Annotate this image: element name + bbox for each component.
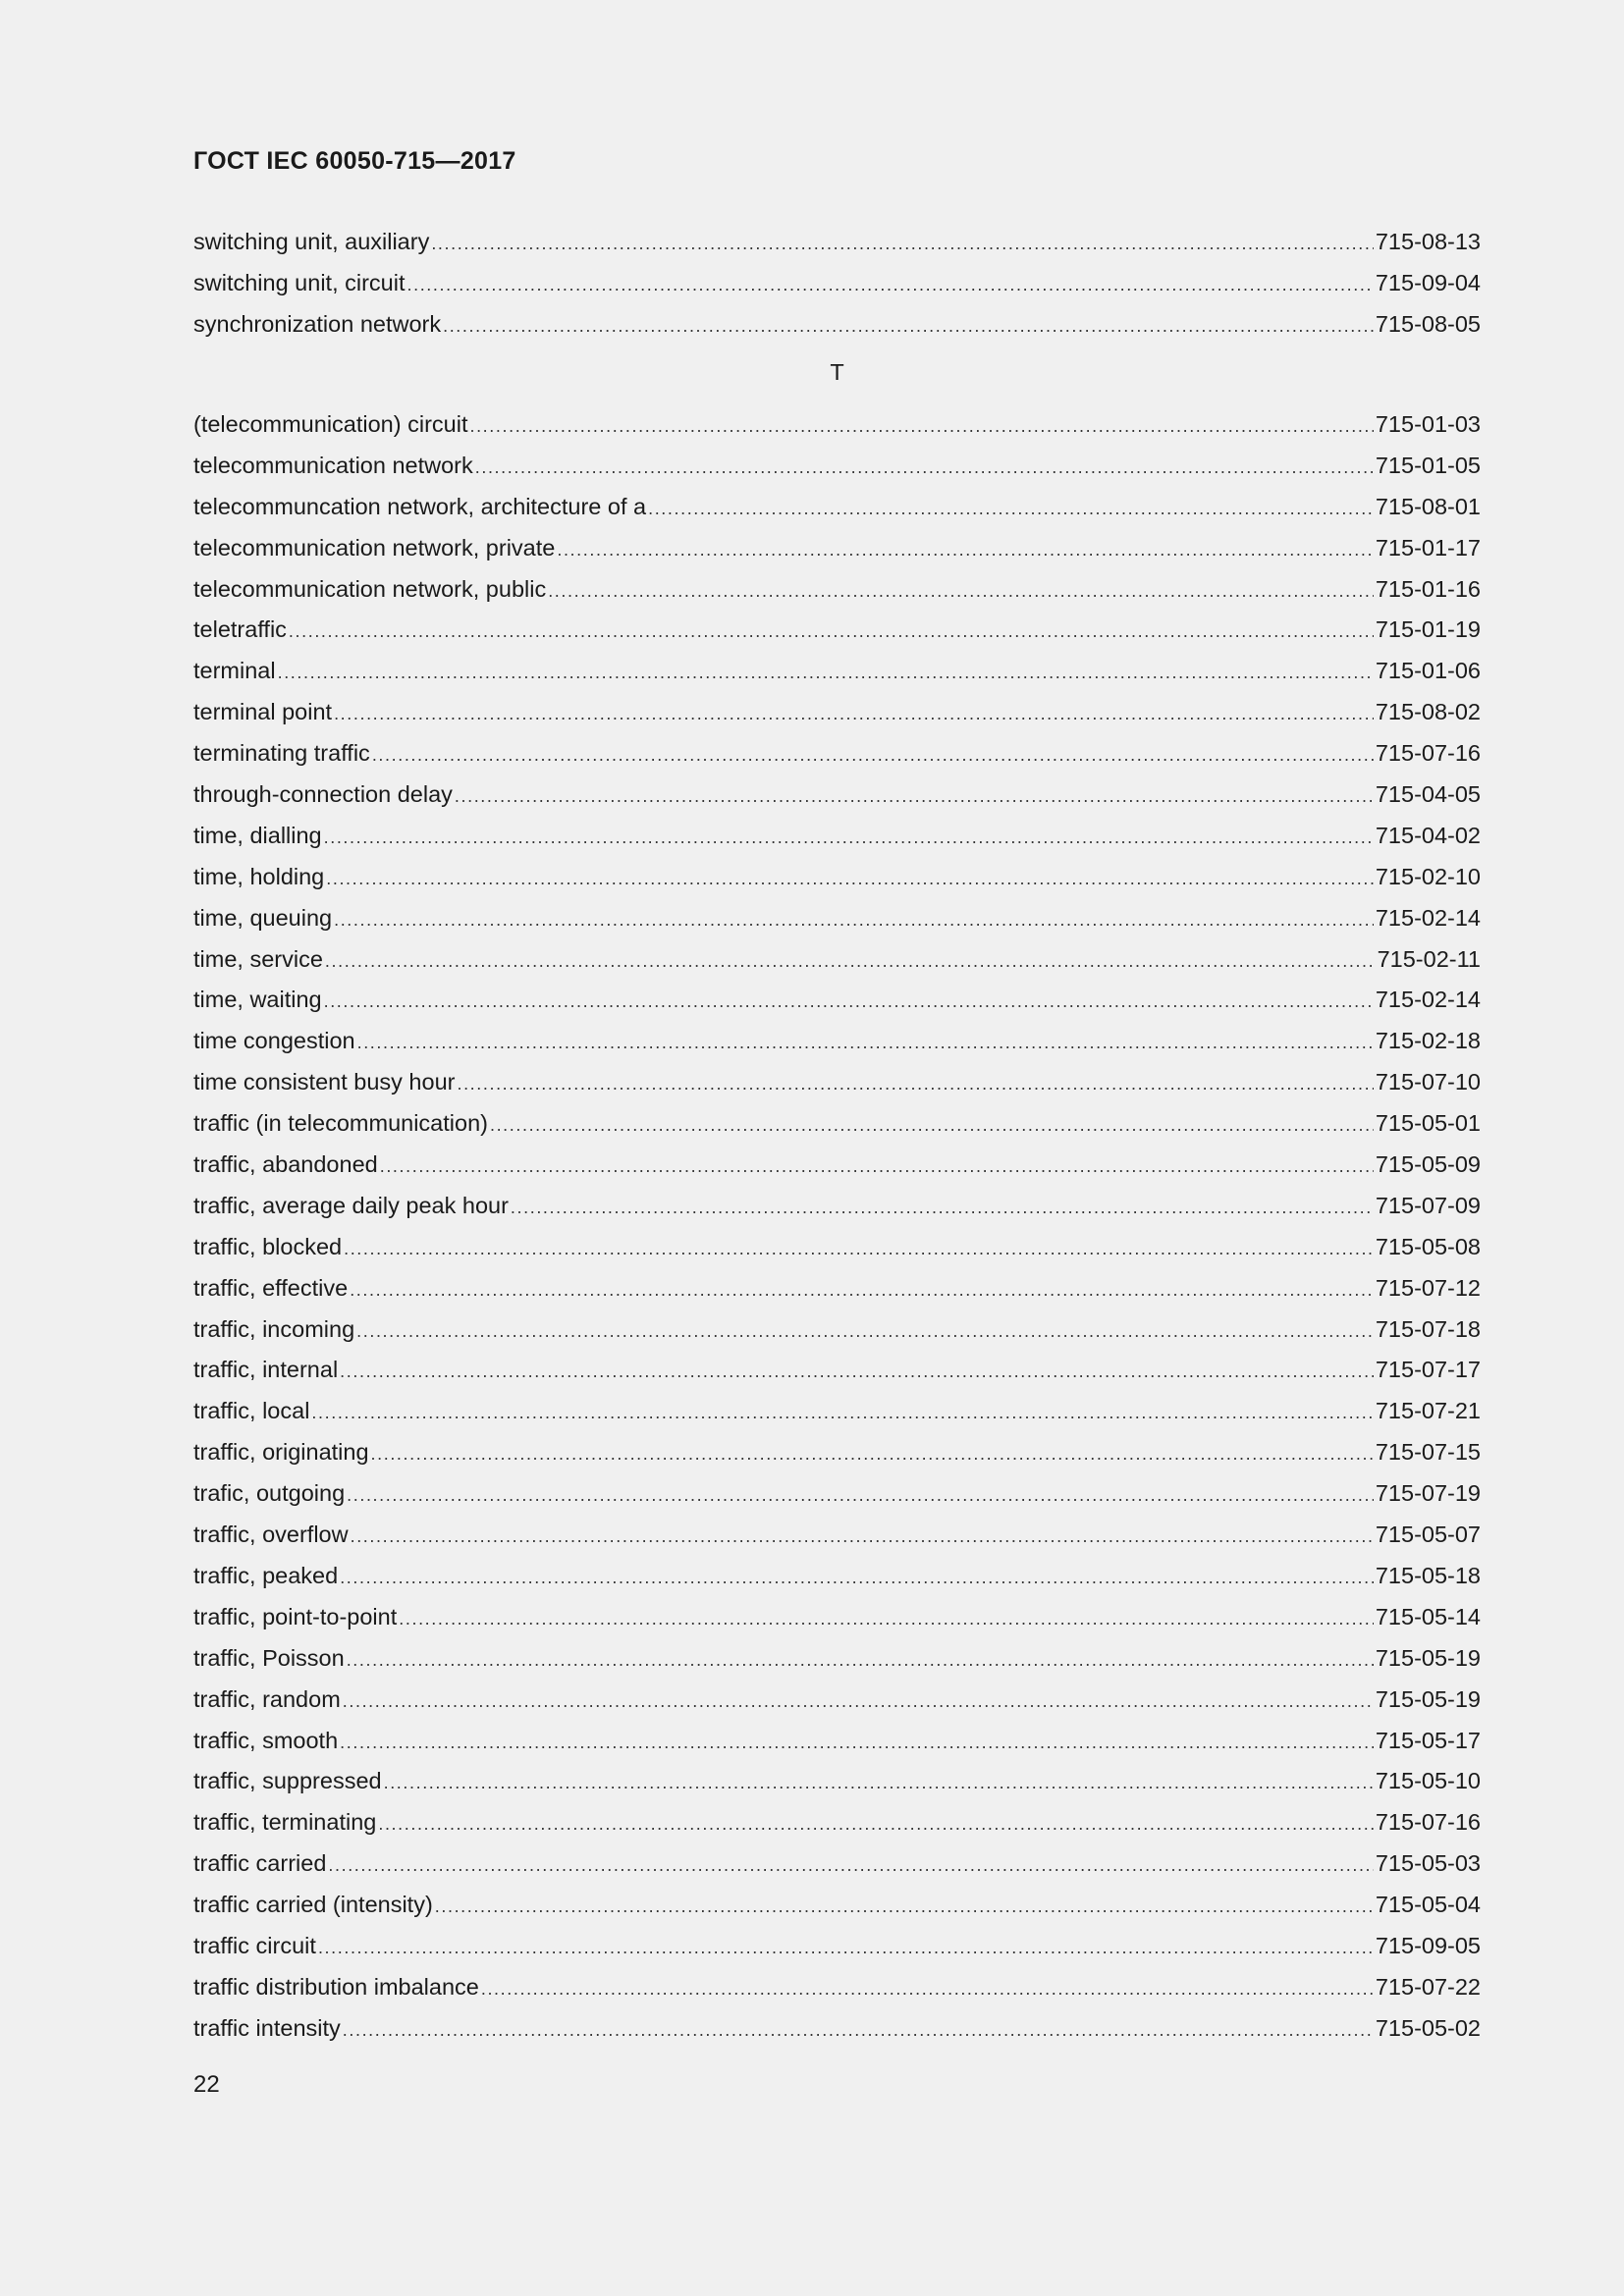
index-entry <box>193 1432 1481 1473</box>
index-code: 715-02-18 <box>1375 1028 1481 1054</box>
dot-leader <box>347 1475 1374 1517</box>
index-term: traffic (in telecommunication) <box>193 1110 488 1137</box>
dot-leader <box>324 818 1374 859</box>
index-term: traffic, effective <box>193 1274 349 1301</box>
index-code: 715-07-22 <box>1375 1973 1481 2000</box>
index-code: 715-08-01 <box>1375 493 1481 519</box>
index-term: time congestion <box>193 1028 355 1054</box>
index-term: traffic, abandoned <box>193 1151 378 1178</box>
index-term: telecommuncation network, architecture of a <box>193 493 647 519</box>
index-code: 715-07-12 <box>1375 1274 1481 1301</box>
index-term: terminating traffic <box>193 740 370 767</box>
dot-leader <box>455 776 1374 818</box>
index-section-s <box>193 222 1481 346</box>
dot-leader <box>334 694 1374 735</box>
index-code: 715-04-05 <box>1375 781 1481 808</box>
index-term: traffic intensity <box>193 2014 341 2041</box>
index-entry <box>193 1268 1481 1309</box>
index-term: traffic carried (intensity) <box>193 1892 433 1918</box>
dot-leader <box>548 571 1374 613</box>
index-term: teletraffic <box>193 616 287 643</box>
index-term: traffic, terminating <box>193 1809 377 1836</box>
dot-leader <box>481 1969 1374 2010</box>
index-entry <box>193 733 1481 774</box>
index-code: 715-05-04 <box>1375 1892 1481 1918</box>
index-entry <box>193 1186 1481 1227</box>
index-entry <box>193 1761 1481 1802</box>
index-term: traffic, smooth <box>193 1727 339 1753</box>
index-entry <box>193 404 1481 446</box>
dot-leader <box>347 1640 1374 1682</box>
dot-leader <box>324 982 1374 1023</box>
index-code: 715-07-18 <box>1375 1315 1481 1342</box>
index-code: 715-08-02 <box>1375 699 1481 725</box>
index-entry <box>193 1721 1481 1762</box>
index-code: 715-07-10 <box>1375 1069 1481 1095</box>
dot-leader <box>475 448 1374 489</box>
index-entry <box>193 1309 1481 1351</box>
index-term: traffic, suppressed <box>193 1768 382 1794</box>
index-code: 715-05-03 <box>1375 1850 1481 1877</box>
dot-leader <box>407 265 1374 306</box>
dot-leader <box>340 1352 1374 1393</box>
dot-leader <box>380 1147 1374 1188</box>
index-term: time, holding <box>193 863 325 889</box>
index-term: switching unit, circuit <box>193 269 406 295</box>
dot-leader <box>490 1105 1374 1147</box>
index-entry <box>193 304 1481 346</box>
index-entry <box>193 263 1481 304</box>
index-code: 715-08-05 <box>1375 310 1481 337</box>
dot-leader <box>340 1558 1374 1599</box>
dot-leader <box>357 1023 1374 1064</box>
index-code: 715-04-02 <box>1375 822 1481 848</box>
index-entry <box>193 569 1481 611</box>
dot-leader <box>325 941 1376 983</box>
index-term: traffic, Poisson <box>193 1644 345 1671</box>
index-code: 715-01-17 <box>1375 534 1481 561</box>
index-entry <box>193 2008 1481 2050</box>
index-code: 715-05-07 <box>1375 1522 1481 1548</box>
index-code: 715-02-14 <box>1375 987 1481 1013</box>
index-entry <box>193 1556 1481 1597</box>
index-entry <box>193 1843 1481 1885</box>
index-code: 715-02-11 <box>1377 945 1481 972</box>
index-entry <box>193 528 1481 569</box>
index-code: 715-05-08 <box>1375 1233 1481 1259</box>
index-term: traffic, point-to-point <box>193 1603 398 1629</box>
page-number: 22 <box>193 2071 220 2098</box>
index-code: 715-07-16 <box>1375 740 1481 767</box>
index-code: 715-07-21 <box>1375 1398 1481 1424</box>
index-code: 715-01-19 <box>1375 616 1481 643</box>
dot-leader <box>340 1723 1374 1764</box>
dot-leader <box>289 612 1374 653</box>
index-code: 715-01-03 <box>1375 411 1481 437</box>
index-term: time, queuing <box>193 904 333 931</box>
dot-leader <box>351 1517 1374 1558</box>
dot-leader <box>557 530 1374 571</box>
index-code: 715-02-10 <box>1375 863 1481 889</box>
dot-leader <box>435 1887 1374 1928</box>
dot-leader <box>431 224 1374 265</box>
index-code: 715-07-17 <box>1375 1357 1481 1383</box>
index-entry <box>193 1597 1481 1638</box>
index-code: 715-05-17 <box>1375 1727 1481 1753</box>
index-entry <box>193 1515 1481 1556</box>
index-code: 715-05-09 <box>1375 1151 1481 1178</box>
index-entry <box>193 1103 1481 1145</box>
dot-leader <box>318 1928 1374 1969</box>
index-entry <box>193 651 1481 692</box>
index-code: 715-07-15 <box>1375 1439 1481 1466</box>
index-term: traffic, random <box>193 1685 341 1712</box>
dot-leader <box>343 1682 1374 1723</box>
document-header: ГОСТ IEC 60050-715—2017 <box>193 147 516 175</box>
index-code: 715-07-16 <box>1375 1809 1481 1836</box>
index-term: telecommunication network, private <box>193 534 556 561</box>
dot-leader <box>443 306 1374 347</box>
index-entry <box>193 1350 1481 1391</box>
index-term: time, dialling <box>193 822 322 848</box>
dot-leader <box>311 1393 1373 1434</box>
index-entry <box>193 857 1481 898</box>
index-entry <box>193 1227 1481 1268</box>
index-entry <box>193 939 1481 981</box>
dot-leader <box>344 1229 1374 1270</box>
index-code: 715-05-19 <box>1375 1685 1481 1712</box>
index-term: telecommunication network <box>193 452 473 478</box>
index-code: 715-09-04 <box>1375 269 1481 295</box>
index-entry <box>193 1473 1481 1515</box>
index-entry <box>193 816 1481 857</box>
index-term: traffic, originating <box>193 1439 369 1466</box>
index-entry <box>193 898 1481 939</box>
index-code: 715-05-18 <box>1375 1562 1481 1588</box>
index-term: traffic, incoming <box>193 1315 355 1342</box>
index-entry <box>193 980 1481 1021</box>
index-term: time, waiting <box>193 987 322 1013</box>
index-entry <box>193 487 1481 528</box>
index-code: 715-02-14 <box>1375 904 1481 931</box>
dot-leader <box>648 489 1374 530</box>
dot-leader <box>457 1064 1373 1105</box>
index-entry <box>193 1062 1481 1103</box>
index-term: traffic, internal <box>193 1357 339 1383</box>
dot-leader <box>384 1763 1374 1804</box>
index-term: terminal <box>193 658 276 684</box>
index-entry <box>193 610 1481 651</box>
dot-leader <box>378 1804 1374 1845</box>
index-entry <box>193 1885 1481 1926</box>
index-code: 715-08-13 <box>1375 229 1481 254</box>
index-entry <box>193 222 1481 263</box>
index-term: (telecommunication) circuit <box>193 411 468 437</box>
index-code: 715-05-01 <box>1375 1110 1481 1137</box>
index-code: 715-07-19 <box>1375 1480 1481 1507</box>
dot-leader <box>326 859 1374 900</box>
index-entry <box>193 774 1481 816</box>
index-term: trafic, outgoing <box>193 1480 346 1507</box>
index-term: traffic, local <box>193 1398 310 1424</box>
index-term: traffic carried <box>193 1850 327 1877</box>
index-code: 715-01-05 <box>1375 452 1481 478</box>
index-term: traffic, overflow <box>193 1522 349 1548</box>
dot-leader <box>399 1599 1374 1640</box>
dot-leader <box>356 1311 1374 1353</box>
index-term: traffic distribution imbalance <box>193 1973 479 2000</box>
index-code: 715-01-16 <box>1375 575 1481 602</box>
index-entry <box>193 692 1481 733</box>
index-term: time, service <box>193 945 323 972</box>
index-code: 715-05-14 <box>1375 1603 1481 1629</box>
index-code: 715-05-19 <box>1375 1644 1481 1671</box>
index-section-t <box>193 404 1481 2050</box>
index-code: 715-07-09 <box>1375 1192 1481 1218</box>
index-entry <box>193 1145 1481 1186</box>
dot-leader <box>278 653 1374 694</box>
index-entry <box>193 1967 1481 2008</box>
index-term: switching unit, auxiliary <box>193 229 430 254</box>
index-term: through-connection delay <box>193 781 453 808</box>
index-term: synchronization network <box>193 310 442 337</box>
index-entry <box>193 1391 1481 1432</box>
index-term: traffic, average daily peak hour <box>193 1192 509 1218</box>
dot-leader <box>328 1845 1373 1887</box>
index-code: 715-09-05 <box>1375 1932 1481 1958</box>
index-term: traffic, peaked <box>193 1562 339 1588</box>
dot-leader <box>371 1434 1374 1475</box>
index-entry <box>193 1802 1481 1843</box>
index-entry <box>193 1638 1481 1680</box>
index-code: 715-05-02 <box>1375 2014 1481 2041</box>
index-code: 715-05-10 <box>1375 1768 1481 1794</box>
dot-leader <box>334 900 1374 941</box>
section-letter-t: T <box>830 359 844 385</box>
index-entry <box>193 1021 1481 1062</box>
index-term: traffic, blocked <box>193 1233 343 1259</box>
dot-leader <box>511 1188 1374 1229</box>
index-term: traffic circuit <box>193 1932 316 1958</box>
dot-leader <box>343 2010 1374 2052</box>
dot-leader <box>372 735 1374 776</box>
index-term: terminal point <box>193 699 333 725</box>
dot-leader <box>350 1270 1374 1311</box>
dot-leader <box>469 406 1373 448</box>
index-entry <box>193 446 1481 487</box>
index-entry <box>193 1926 1481 1967</box>
index-code: 715-01-06 <box>1375 658 1481 684</box>
index-entry <box>193 1680 1481 1721</box>
index-term: telecommunication network, public <box>193 575 547 602</box>
index-term: time consistent busy hour <box>193 1069 456 1095</box>
